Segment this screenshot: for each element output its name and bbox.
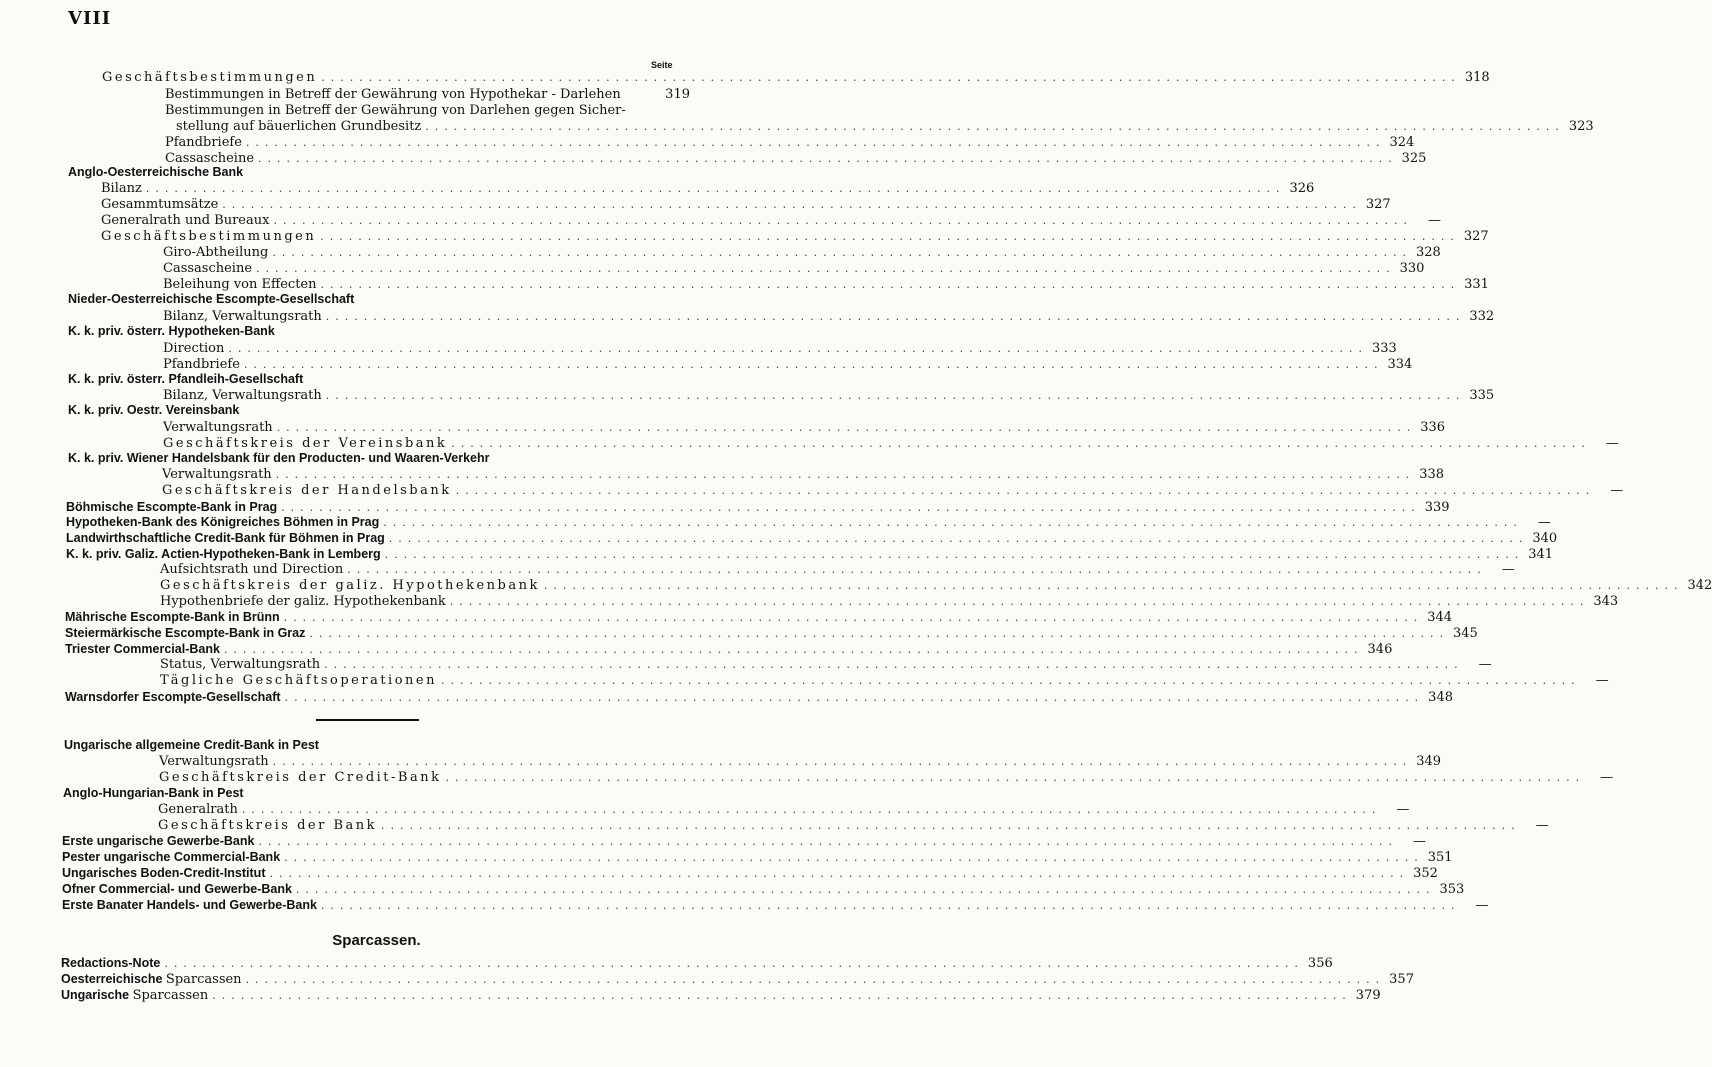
toc-entry-page: 324 bbox=[1389, 135, 1415, 150]
dot-leader: ........................................................................................................................ bbox=[324, 658, 1464, 671]
dot-leader: ........................................................................................................................ bbox=[281, 501, 1421, 514]
toc-entry bbox=[66, 514, 1551, 530]
dot-leader: ........................................................................................................................ bbox=[295, 883, 1436, 896]
toc-entry bbox=[65, 625, 1478, 641]
toc-entry-label: Geschäftskreis der Bank bbox=[158, 818, 378, 833]
toc-entry-page: 327 bbox=[1463, 229, 1489, 244]
toc-entry-label: Hypotheken-Bank des Königreiches Böhmen in Prag bbox=[66, 515, 380, 529]
dot-leader: ........................................................................................................................ bbox=[320, 899, 1461, 912]
toc-entry-label: Landwirthschaftliche Credit-Bank für Böhmen in Prag bbox=[66, 531, 385, 545]
toc-entry-page: 330 bbox=[1399, 261, 1425, 276]
toc-entry-page: 349 bbox=[1416, 754, 1442, 769]
dot-leader: ........................................................................................................................ bbox=[320, 230, 1460, 243]
toc-entry-label: Ungarisches Boden-Credit-Institut bbox=[62, 866, 266, 880]
toc-entry bbox=[160, 657, 1492, 673]
toc-entry bbox=[61, 987, 1381, 1003]
toc-entry bbox=[163, 420, 1446, 436]
toc-entry-page: 333 bbox=[1371, 341, 1397, 356]
toc-entry-label: Erste ungarische Gewerbe-Bank bbox=[62, 834, 255, 848]
toc-entry-label: Pfandbriefe bbox=[165, 135, 242, 150]
toc-entry-page: 336 bbox=[1420, 420, 1446, 435]
toc-entry bbox=[66, 530, 1558, 546]
toc-entry-page: 346 bbox=[1367, 642, 1393, 657]
toc-entry bbox=[101, 213, 1442, 229]
toc-entry bbox=[66, 546, 1554, 562]
toc-entry bbox=[64, 737, 690, 753]
toc-entry-page: — bbox=[1605, 436, 1619, 451]
toc-entry-label: Bestimmungen in Betreff der Gewährung von Hypothekar - Darlehen bbox=[165, 87, 621, 102]
toc-entry bbox=[62, 849, 1453, 865]
dot-leader: ........................................................................................................................ bbox=[164, 957, 1304, 970]
toc-entry-label: Triester Commercial-Bank bbox=[65, 642, 220, 656]
toc-entry bbox=[158, 818, 1549, 834]
dot-leader: ........................................................................................................................ bbox=[451, 437, 1591, 450]
toc-entry-page: — bbox=[1535, 818, 1549, 833]
dot-leader: ........................................................................................................................ bbox=[321, 71, 1461, 84]
toc-entry bbox=[68, 164, 690, 180]
toc-entry-label: Gesammtumsätze bbox=[101, 197, 219, 212]
toc-entry bbox=[163, 341, 1397, 357]
toc-entry bbox=[102, 70, 1490, 86]
dot-leader: ........................................................................................................................ bbox=[309, 627, 1449, 640]
dot-leader: ........................................................................................................................ bbox=[273, 214, 1414, 227]
toc-entry-page: 345 bbox=[1452, 626, 1478, 641]
toc-entry-label: Bilanz bbox=[101, 181, 142, 196]
toc-entry-label: Bilanz, Verwaltungsrath bbox=[163, 309, 322, 324]
toc-entry-page: — bbox=[1478, 657, 1492, 672]
dot-leader: ........................................................................................................................ bbox=[445, 771, 1586, 784]
dot-leader: ........................................................................................................................ bbox=[258, 152, 1398, 165]
dot-leader: ........................................................................................................................ bbox=[455, 484, 1596, 497]
toc-entry-label: Erste Banater Handels- und Gewerbe-Bank bbox=[62, 898, 317, 912]
toc-entry-page: 352 bbox=[1413, 866, 1438, 881]
toc-entry-label: Geschäftsbestimmungen bbox=[101, 229, 317, 244]
toc-entry-label: Cassascheine bbox=[163, 261, 253, 276]
column-header-seite: Seite bbox=[651, 60, 673, 70]
toc-entry-label: Geschäftsbestimmungen bbox=[102, 70, 318, 85]
toc-entry-label: Tägliche Geschäftsoperationen bbox=[160, 673, 437, 688]
toc-entry-page: 339 bbox=[1424, 500, 1450, 515]
toc-entry-label: Ungarische allgemeine Credit-Bank in Pest bbox=[64, 738, 319, 752]
toc-entry-page: — bbox=[1396, 802, 1410, 817]
toc-entry bbox=[65, 641, 1393, 657]
toc-entry bbox=[159, 770, 1614, 786]
toc-entry bbox=[101, 229, 1489, 245]
toc-entry bbox=[165, 103, 690, 119]
toc-entry-label: Geschäftskreis der Credit-Bank bbox=[159, 770, 442, 785]
toc-entry-page: 344 bbox=[1427, 610, 1453, 625]
toc-entry-page: 335 bbox=[1469, 388, 1495, 403]
toc-entry-label: Oesterreichische Sparcassen bbox=[61, 972, 242, 987]
toc-entry-label: Direction bbox=[163, 341, 225, 356]
toc-entry bbox=[162, 467, 1445, 483]
toc-entry-page: 348 bbox=[1428, 690, 1453, 705]
toc-entry bbox=[62, 897, 1489, 913]
dot-leader: ........................................................................................................................ bbox=[543, 579, 1684, 592]
toc-entry bbox=[66, 499, 1450, 515]
toc-entry bbox=[165, 87, 690, 103]
toc-entry-label: Steiermärkische Escompte-Bank in Graz bbox=[65, 626, 306, 640]
dot-leader: ........................................................................................................................ bbox=[384, 548, 1525, 561]
toc-entry bbox=[101, 197, 1391, 213]
toc-entry-label: Anglo-Hungarian-Bank in Pest bbox=[63, 786, 244, 800]
toc-entry bbox=[65, 689, 1453, 705]
toc-entry-page: — bbox=[1413, 834, 1427, 849]
toc-entry-label: Aufsichtsrath und Direction bbox=[160, 562, 344, 577]
toc-entry-label: Ofner Commercial- und Gewerbe-Bank bbox=[62, 882, 292, 896]
toc-entry-label: Hypothenbriefe der galiz. Hypothekenbank bbox=[160, 594, 446, 609]
toc-entry bbox=[62, 881, 1465, 897]
toc-entry-label: Bestimmungen in Betreff der Gewährung von Darlehen gegen Sicher- bbox=[165, 103, 626, 118]
toc-entry-label: Pester ungarische Commercial-Bank bbox=[62, 850, 281, 864]
dot-leader: ........................................................................................................................ bbox=[449, 595, 1590, 608]
toc-entry-label: Generalrath und Bureaux bbox=[101, 213, 270, 228]
toc-entry-label: Cassascheine bbox=[165, 151, 255, 166]
toc-entry bbox=[62, 865, 1438, 881]
dot-leader: ........................................................................................................................ bbox=[222, 198, 1362, 211]
dot-leader: ........................................................................................................................ bbox=[212, 989, 1352, 1002]
toc-entry-page: 357 bbox=[1389, 972, 1414, 987]
dot-leader: ........................................................................................................................ bbox=[283, 611, 1424, 624]
toc-entry-label: Mährische Escompte-Bank in Brünn bbox=[65, 610, 280, 624]
toc-entry bbox=[165, 135, 1415, 151]
dot-leader: ........................................................................................................................ bbox=[269, 867, 1410, 880]
toc-entry-page: — bbox=[1600, 770, 1614, 785]
toc-entry-label: stellung auf bäuerlichen Grundbesitz bbox=[176, 119, 422, 134]
toc-entry bbox=[159, 754, 1442, 770]
toc-entry-page: 323 bbox=[1568, 119, 1594, 134]
toc-entry-page: 340 bbox=[1532, 531, 1558, 546]
toc-entry-page: 328 bbox=[1415, 245, 1441, 260]
toc-entry-page: — bbox=[1610, 483, 1624, 498]
toc-entry-page: 342 bbox=[1687, 578, 1712, 593]
dot-leader: ........................................................................................................................ bbox=[284, 851, 1424, 864]
toc-entry-page: 341 bbox=[1528, 547, 1554, 562]
toc-entry bbox=[61, 955, 1333, 971]
toc-entry bbox=[162, 483, 1624, 499]
dot-leader: ........................................................................................................................ bbox=[325, 310, 1466, 323]
dot-leader: ........................................................................................................................ bbox=[245, 973, 1386, 986]
dot-leader: ........................................................................................................................ bbox=[284, 691, 1425, 704]
toc-entry-label: K. k. priv. österr. Pfandleih-Gesellschaft bbox=[68, 372, 304, 386]
dot-leader: ........................................................................................................................ bbox=[258, 835, 1399, 848]
toc-entry bbox=[160, 578, 1712, 594]
dot-leader: ........................................................................................................................ bbox=[272, 755, 1413, 768]
toc-entry-label: Geschäftskreis der galiz. Hypothekenbank bbox=[160, 578, 540, 593]
toc-entry-label: Böhmische Escompte-Bank in Prag bbox=[66, 500, 278, 514]
toc-entry-page: 343 bbox=[1593, 594, 1619, 609]
dot-leader: ........................................................................................................................ bbox=[228, 342, 1368, 355]
toc-entry-label: Geschäftskreis der Vereinsbank bbox=[163, 436, 448, 451]
toc-entry-page: — bbox=[1501, 562, 1515, 577]
toc-entry-label: Redactions-Note bbox=[61, 956, 161, 970]
toc-entry bbox=[176, 119, 1594, 135]
toc-entry-page: 332 bbox=[1469, 309, 1495, 324]
toc-entry bbox=[158, 802, 1410, 818]
toc-entry-page: 319 bbox=[665, 87, 690, 102]
toc-entry bbox=[65, 609, 1453, 625]
toc-entry-page: — bbox=[1428, 213, 1442, 228]
toc-entry bbox=[160, 673, 1609, 689]
dot-leader: ........................................................................................................................ bbox=[347, 563, 1487, 576]
toc-entry-label: Verwaltungsrath bbox=[159, 754, 269, 769]
toc-entry-page: 334 bbox=[1387, 357, 1413, 372]
toc-entry-page: 356 bbox=[1307, 956, 1333, 971]
toc-entry-page: 327 bbox=[1365, 197, 1391, 212]
toc-entry-label: K. k. priv. Galiz. Actien-Hypotheken-Bank in Lemberg bbox=[66, 547, 381, 561]
toc-entry-label: K. k. priv. österr. Hypotheken-Bank bbox=[68, 324, 275, 338]
dot-leader: ........................................................................................................................ bbox=[440, 674, 1581, 687]
toc-entry-page: 318 bbox=[1464, 70, 1490, 85]
toc-entry bbox=[68, 291, 690, 307]
toc-entry-label: Bilanz, Verwaltungsrath bbox=[163, 388, 322, 403]
dot-leader: ........................................................................................................................ bbox=[256, 262, 1396, 275]
dot-leader: ........................................................................................................................ bbox=[245, 136, 1386, 149]
toc-entry bbox=[163, 245, 1441, 261]
toc-entry bbox=[68, 450, 690, 466]
toc-entry-label: Verwaltungsrath bbox=[162, 467, 272, 482]
toc-entry bbox=[101, 181, 1315, 197]
toc-entry-page: 379 bbox=[1355, 988, 1381, 1003]
toc-entry-label: Geschäftskreis der Handelsbank bbox=[162, 483, 452, 498]
toc-entry-page: — bbox=[1537, 515, 1551, 530]
dot-leader: ........................................................................................................................ bbox=[145, 182, 1286, 195]
toc-entry-label: Ungarische Sparcassen bbox=[61, 988, 209, 1003]
toc-entry-label: Status, Verwaltungsrath bbox=[160, 657, 321, 672]
dot-leader: ........................................................................................................................ bbox=[381, 819, 1521, 832]
toc-entry-label: K. k. priv. Oestr. Vereinsbank bbox=[68, 403, 240, 417]
section-divider bbox=[316, 719, 419, 721]
dot-leader: ........................................................................................................................ bbox=[425, 120, 1565, 133]
dot-leader: ........................................................................................................................ bbox=[223, 643, 1364, 656]
toc-entry-page: 351 bbox=[1427, 850, 1453, 865]
toc-entry-page: 353 bbox=[1439, 882, 1465, 897]
toc-entry bbox=[163, 261, 1425, 277]
dot-leader: ........................................................................................................................ bbox=[383, 516, 1523, 529]
dot-leader: ........................................................................................................................ bbox=[276, 421, 1417, 434]
toc-entry-page: 325 bbox=[1401, 151, 1427, 166]
toc-entry bbox=[68, 402, 690, 418]
toc-entry bbox=[63, 785, 690, 801]
dot-leader: ........................................................................................................................ bbox=[320, 278, 1461, 291]
section-heading-sparcassen: Sparcassen. bbox=[332, 932, 421, 949]
toc-entry-page: 331 bbox=[1464, 277, 1489, 292]
toc-entry bbox=[68, 371, 690, 387]
toc-entry-page: 338 bbox=[1419, 467, 1445, 482]
toc-entry-label: Beleihung von Effecten bbox=[163, 277, 317, 292]
page-number: VIII bbox=[68, 8, 112, 29]
toc-entry-page: — bbox=[1475, 898, 1489, 913]
toc-entry bbox=[61, 971, 1414, 987]
toc-entry bbox=[62, 833, 1427, 849]
toc-entry bbox=[160, 594, 1619, 610]
toc-entry bbox=[68, 323, 690, 339]
dot-leader: ........................................................................................................................ bbox=[325, 389, 1466, 402]
toc-entry-label: Giro-Abtheilung bbox=[163, 245, 269, 260]
toc-entry-label: Warnsdorfer Escompte-Gesellschaft bbox=[65, 690, 281, 704]
dot-leader: ........................................................................................................................ bbox=[275, 468, 1416, 481]
dot-leader: ........................................................................................................................ bbox=[272, 246, 1412, 259]
toc-entry-label: Verwaltungsrath bbox=[163, 420, 273, 435]
toc-entry bbox=[160, 562, 1515, 578]
toc-entry-page: — bbox=[1595, 673, 1609, 688]
toc-entry-label: Anglo-Oesterreichische Bank bbox=[68, 165, 244, 179]
toc-entry-page: 326 bbox=[1289, 181, 1315, 196]
toc-entry-label: Nieder-Oesterreichische Escompte-Gesellschaft bbox=[68, 292, 355, 306]
toc-entry-label: K. k. priv. Wiener Handelsbank für den Producten- und Waaren-Verkehr bbox=[68, 451, 490, 465]
dot-leader: ........................................................................................................................ bbox=[241, 803, 1382, 816]
toc-entry-label: Generalrath bbox=[158, 802, 238, 817]
dot-leader: ........................................................................................................................ bbox=[243, 358, 1384, 371]
dot-leader: ........................................................................................................................ bbox=[388, 532, 1529, 545]
toc-entry-label: Pfandbriefe bbox=[163, 357, 240, 372]
